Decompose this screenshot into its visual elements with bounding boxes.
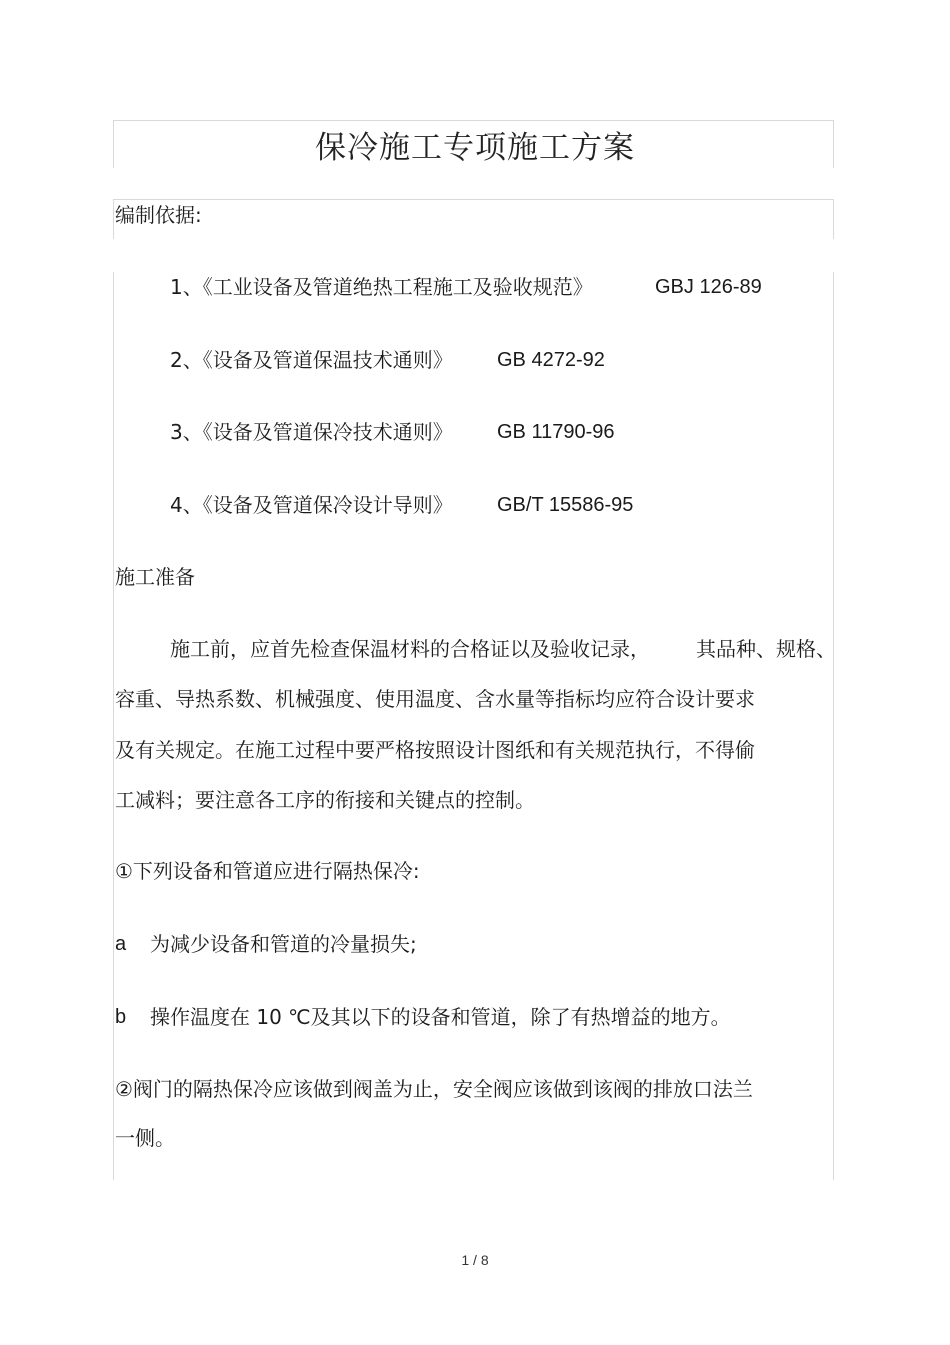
frame-top-line-2	[113, 199, 834, 200]
item2-line-2: 一侧。	[115, 1126, 175, 1150]
item1-heading: ①下列设备和管道应进行隔热保冷:	[115, 859, 420, 883]
reference-4-text: 4、《设备及管道保冷设计导则》	[170, 493, 453, 517]
paragraph-line-3: 及有关规定。在施工过程中要严格按照设计图纸和有关规范执行，不得偷	[115, 738, 755, 762]
item-b-text: 操作温度在 10 ℃及其以下的设备和管道，除了有热增益的地方。	[150, 1005, 731, 1029]
item-b-label: b	[115, 1006, 127, 1028]
item2-line-1: ②阀门的隔热保冷应该做到阀盖为止，安全阀应该做到该阀的排放口法兰	[115, 1077, 753, 1101]
paragraph-line-2: 容重、导热系数、机械强度、使用温度、含水量等指标均应符合设计要求	[115, 687, 755, 711]
frame-top-line	[113, 120, 834, 121]
item-a-label: a	[115, 933, 127, 955]
frame-left-line-2	[113, 199, 114, 239]
reference-2-text: 2、《设备及管道保温技术通则》	[170, 348, 453, 372]
frame-left-line-3	[113, 272, 114, 1180]
frame-right-line-2	[833, 199, 834, 239]
reference-1-code: GBJ 126-89	[655, 276, 762, 298]
basis-heading: 编制依据:	[115, 203, 202, 227]
paragraph-line-1b: 其品种、规格、	[696, 637, 836, 661]
document-title: 保冷施工专项施工方案	[315, 130, 635, 166]
page-indicator: 1 / 8	[461, 1252, 489, 1268]
paragraph-line-4: 工减料；要注意各工序的衔接和关键点的控制。	[115, 788, 535, 812]
reference-3-code: GB 11790-96	[497, 421, 615, 443]
item-a-text: 为减少设备和管道的冷量损失;	[150, 932, 417, 956]
reference-1-text: 1、《工业设备及管道绝热工程施工及验收规范》	[170, 275, 593, 299]
reference-3-text: 3、《设备及管道保冷技术通则》	[170, 420, 453, 444]
prep-heading: 施工准备	[115, 565, 195, 589]
reference-2-code: GB 4272-92	[497, 349, 605, 371]
paragraph-line-1a: 施工前，应首先检查保温材料的合格证以及验收记录，	[170, 637, 650, 661]
reference-4-code: GB/T 15586-95	[497, 494, 634, 516]
frame-right-line-3	[833, 272, 834, 1180]
